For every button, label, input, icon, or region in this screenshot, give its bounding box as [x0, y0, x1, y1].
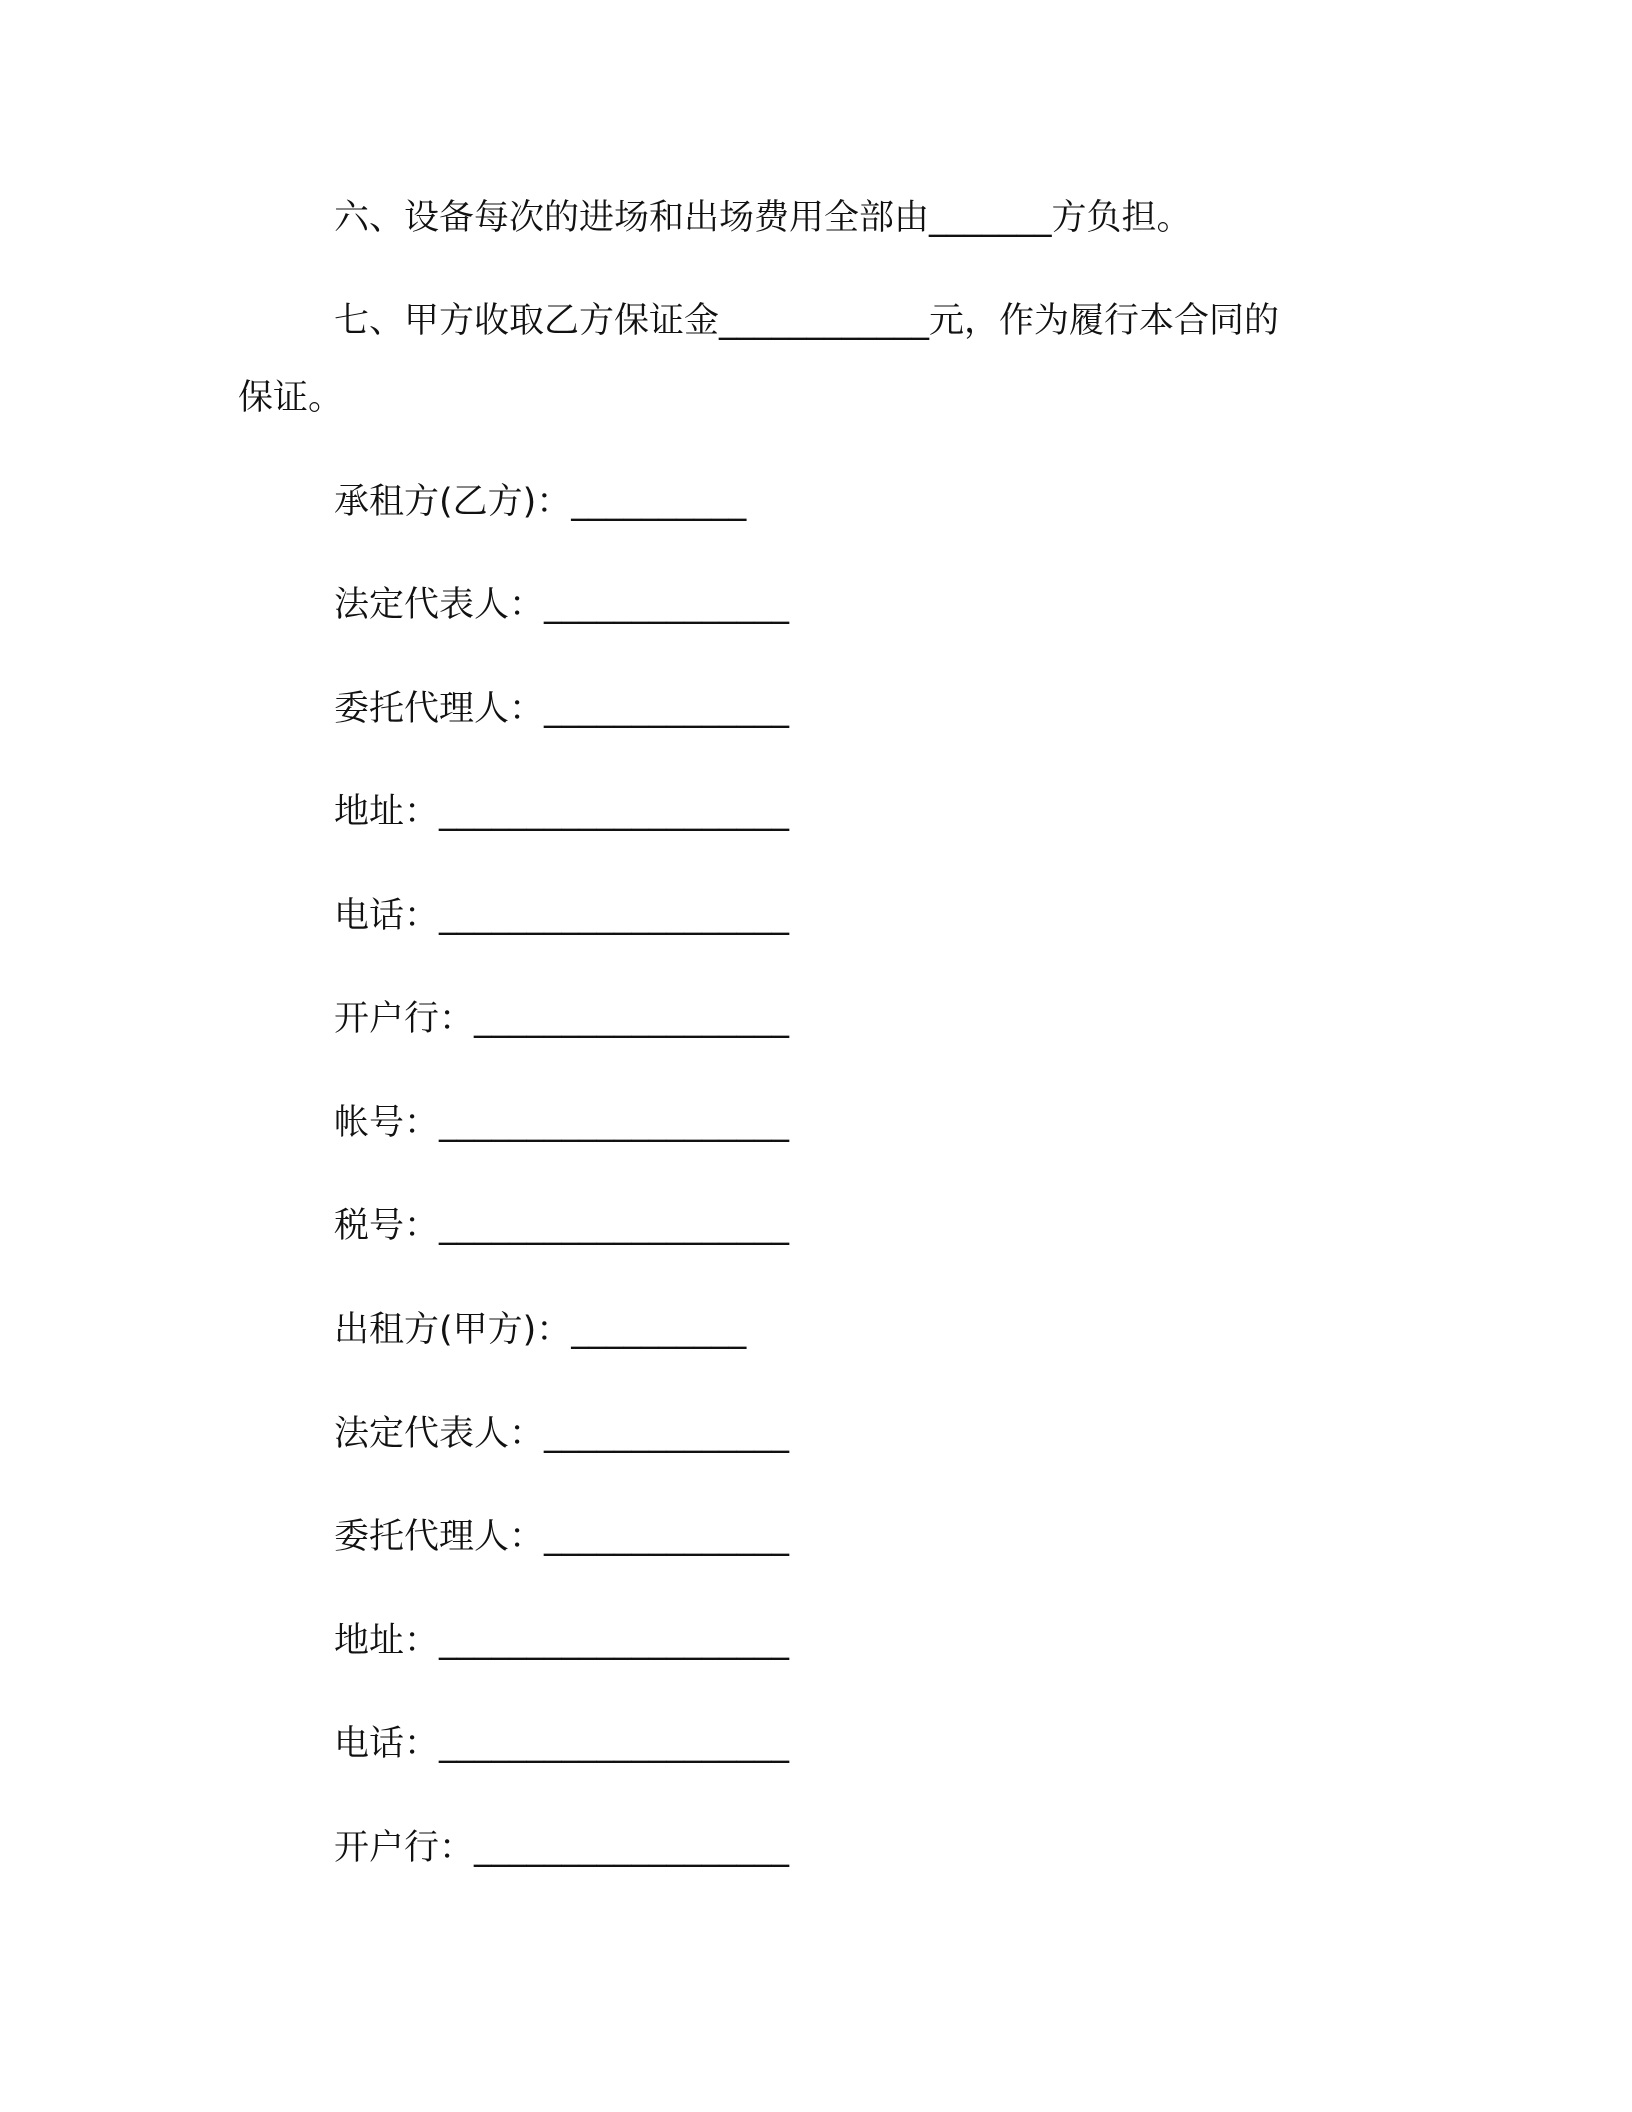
- lessee-agent-field: 委托代理人：______________: [334, 689, 790, 729]
- lessee-phone-field: 电话：____________________: [334, 896, 790, 936]
- lessor-party-field: 出租方(甲方)：__________: [334, 1310, 747, 1350]
- lessor-phone-field: 电话：____________________: [334, 1724, 790, 1764]
- lessee-bank-field: 开户行：__________________: [334, 999, 790, 1039]
- clause-6: 六、设备每次的进场和出场费用全部由_______方负担。: [334, 198, 1192, 238]
- lessor-bank-field: 开户行：__________________: [334, 1828, 790, 1868]
- clause-7-line-2: 保证。: [238, 378, 344, 418]
- lessor-address-field: 地址：____________________: [334, 1621, 790, 1661]
- lessee-party-field: 承租方(乙方)：__________: [334, 482, 747, 522]
- lessor-agent-field: 委托代理人：______________: [334, 1517, 790, 1557]
- clause-7-line-1: 七、甲方收取乙方保证金____________元，作为履行本合同的: [334, 301, 1280, 341]
- lessee-account-field: 帐号：____________________: [334, 1103, 790, 1143]
- lessor-legal-rep-field: 法定代表人：______________: [334, 1414, 790, 1454]
- lessee-address-field: 地址：____________________: [334, 792, 790, 832]
- lessee-tax-id-field: 税号：____________________: [334, 1206, 790, 1246]
- lessee-legal-rep-field: 法定代表人：______________: [334, 585, 790, 625]
